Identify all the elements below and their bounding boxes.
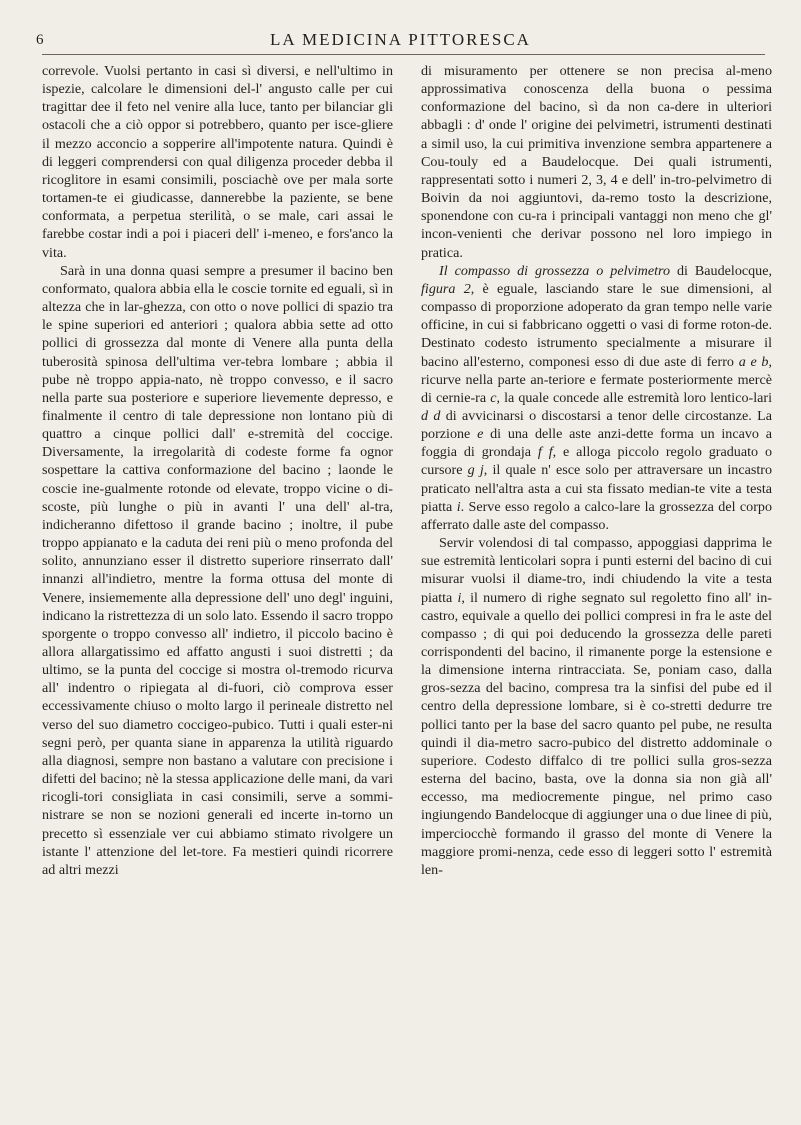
italic-letters: d d — [421, 407, 441, 424]
italic-letters: a e b — [738, 353, 769, 370]
text-run: Servir volendosi di tal compasso, appoggiasi dapprima le sue estremità lenticolari sopra i punti esterni del bacino di cui misurar vuolsi il diame-tro, indi chiudendo la vite a testa piatta — [421, 535, 772, 606]
right-column — [421, 62, 772, 1107]
page-header — [36, 30, 765, 52]
left-column — [42, 62, 393, 1107]
italic-letters: g j — [467, 462, 484, 479]
text-run: di avvicinarsi o discostarsi a tenor delle circostanze. La porzione — [421, 407, 772, 443]
text-run: , il quale n' esce solo per attraversare un incastro praticato nell'altra asta a cui sta fissato median-te vite a testa piatta — [421, 462, 772, 515]
figure-reference: figura 2 — [421, 280, 471, 297]
text-run: di Baudelocque, — [670, 262, 772, 279]
italic-letters: i — [457, 589, 462, 606]
paragraph: correvole. Vuolsi pertanto in casi sì diversi, e nell'ultimo in ispezie, calcolare le dimensioni del-l' angusto calle per cui tragittar dee il feto nel venire alla luce, tanto per bilanciar gli ostacoli che a ciò oppor si potrebbero, quanto per isce-gliere il mezzo acconcio a sopperire all'impotente natura. Quindi è di leggeri comprendersi con qual diligenza proceder debba il ricoglitore in esami consimili, posciachè ove per mala sorte tortamen-te ei giudicasse, dannerebbe la paziente, se bene conformata, a perpetua sterilità, o se male, cari assai le farebbe costar indi a poi i piaceri dell' i-meneo, e fors'anco la vita. — [42, 63, 393, 261]
paragraph — [421, 534, 772, 879]
italic-letters: f f — [537, 444, 553, 461]
text-run: di una delle aste anzi-dette forma un incavo a foggia di grondaja — [421, 426, 772, 461]
italic-letters: c — [490, 389, 497, 406]
text-run: , la quale concede alle estremità loro lentico-lari — [496, 389, 772, 406]
italic-term: Il compasso di grossezza o pelvimetro — [439, 262, 671, 279]
text-run: . Serve esso regolo a calco-lare la grossezza del corpo afferrato dalle aste del compasso. — [421, 498, 772, 533]
header-rule — [42, 54, 765, 55]
text-run: , e alloga piccolo regolo graduato o cursore — [421, 444, 772, 479]
italic-letters: i — [456, 498, 461, 515]
italic-letters: e — [477, 426, 484, 443]
paragraph: di misuramento per ottenere se non precisa al-meno approssimativa conoscenza della buona o pessima conformazione del bacino, sì da non ca-dere in ulteriori abbagli : d' onde l' origine dei pelvimetri, istrumenti destinati a simil uso, la cui primitiva invenzione sembra appartenere a Cou-touly ed a Baudelocque. Dei quali istrumenti, rappresentati sotto i numeri 2, 3, 4 e dell' in-tro-pelvimetro di Boivin da noi aggiuntovi, da-remo tosto la descrizione, sponendone con cu-ra i principali vantaggi non meno che gl' incon-venienti che derivar possono nel loro impiego in pratica. — [421, 63, 772, 261]
text-run: , il numero di righe segnato sul regoletto fino all' in-castro, equivale a quello dei pollici compresi in fra le aste del compasso ; di qui poi deducendo la grossezza delle pareti corrispondenti del bacino, il rimanente porge la estensione e la dimensione interna rintracciata. Se, poniam caso, dalla gros-sezza del bacino, compresa tra la sinfisi del pube ed il centro della depressione lombare, si è co-stretti dedurre tre pollici tanto per la base del sacro quanto pel pube, ne resulta quindi il dia-metro sacro-pubico del distretto addominale o superiore. Codesto diffalco di tre pollici sulla gros-sezza esterna del bacino, basta, ove la donna sia non già all' eccesso, ma mediocremente pingue, nel primo caso ingiungendo Bandelocque di aggiunger una o due linee di più, imperciocchè formando il grasso del monte di Venere la maggiore promi-nenza, cede esso di leggeri sotto l' estremità len- — [421, 589, 772, 878]
running-title: LA MEDICINA PITTORESCA — [270, 30, 531, 49]
text-columns — [42, 62, 772, 1107]
text-run: , è eguale, lasciando stare le sue dimensioni, al compasso di proporzione adoperato da gran tempo nelle varie officine, in cui si fabbricano oggetti o vasi di forme roton-de. Destinato codesto istrumento specialmente a misurare il bacino all'esterno, componesi esso di due aste di ferro — [421, 280, 772, 370]
page-number: 6 — [36, 32, 44, 48]
text-run: , ricurve nella parte an-teriore e fermate posteriormente mercè di cernie-ra — [421, 353, 772, 406]
paragraph — [421, 262, 772, 534]
paragraph: Sarà in una donna quasi sempre a presumer il bacino ben conformato, qualora abbia ella le coscie tornite ed eguali, sì in altezza che in lar-ghezza, con otto o nove pollici di spazio tra le spine superiori ed anteriori ; qualora abbia sette ad otto pollici di grossezza dal monte di Venere alla punta della tuberosità spinosa dell'ultima ver-tebra lombare ; abbia il pube nè troppo appia-nato, nè troppo convesso, e il sacro nella parte sua posteriore e superiore lievemente depresso, e finalmente il centro di tale depressione non lontano più di quattro a cinque pollici dall' e-stremità del coccige. Diversamente, la irregolarità di codeste forme fa ognor sospettare la cattiva conformazione del bacino ; laonde le coscie ine-gualmente rotonde od elevate, troppo vicine o di-scoste, più lunghe o più in avanti l' una dell' al-tra, indicheranno difettoso il grande bacino ; inoltre, il pube troppo appianato e la caduta dei reni più o meno profonda del solito, annunziano esser il distretto superiore rinserrato dall' innanzi all'indietro, mentre la forma ottusa del monte di Venere, insiememente alla depressione dell' uno degl' inguini, indicano la ristrettezza di un solo lato. Essendo il sacro troppo sporgente o troppo convesso all' indietro, il piccolo bacino è allora allargatissimo ed affatto angusti i suoi distretti ; da ultimo, se la punta del coccige si mostra ol-tremodo ricurva all' indentro o ripiegata al di-fuori, ciò comprova esser eccessivamente chiuso o molto largo il perineale distretto nel verso del suo diametro coccigeo-pubico. Tutti i quali ester-ni segni però, per quanta siane in apparenza la utilità riguardo alla diagnosi, sempre non bastano a valutare con precisione i difetti del bacino; nè la stessa applicazione delle mani, da vari ricogli-tori consigliata in casi consimili, serve a sommi-nistrare se non se nozioni generali ed incerte in-torno un precetto sì essenziale ver cui abbiamo stimato rivolgere un istante l' attenzione del let-tore. Fa mestieri quindi ricorrere ad altri mezzi — [42, 262, 393, 878]
